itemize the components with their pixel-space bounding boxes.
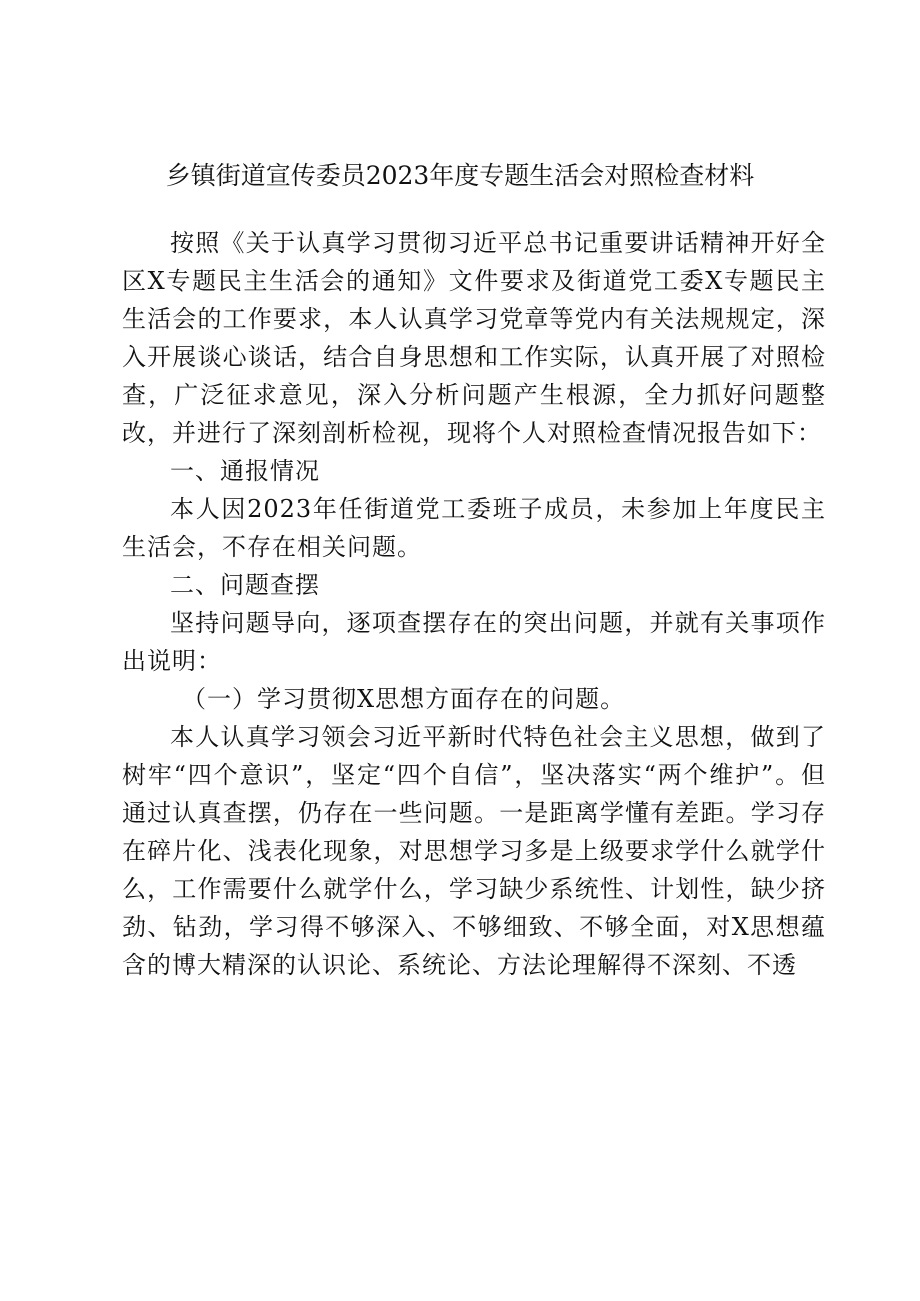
section-heading-problems: 二、问题查摆	[170, 571, 320, 599]
section-report-paragraph: 本人因2023年任街道党工委班子成员，未参加上年度民主生活会，不存在相关问题。	[122, 495, 826, 561]
document-title: 乡镇街道宣传委员2023年度专题生活会对照检查材料	[165, 161, 755, 190]
intro-paragraph: 按照《关于认真学习贯彻习近平总书记重要讲话精神开好全区X专题民主生活会的通知》文件要求及街道党工委X专题民主生活会的工作要求，本人认真学习党章等党内有关法规规定，深入开展谈心谈话，结合自身思想和工作实际，认真开展了对照检查，广泛征求意见，深入分析问题产生根源，全力抓好问题整改，并进行了深刻剖析检视，现将个人对照检查情况报告如下：	[122, 229, 826, 447]
section-heading-report: 一、通报情况	[170, 457, 320, 485]
document-body	[122, 224, 826, 984]
subsection-study-paragraph: 本人认真学习领会习近平新时代特色社会主义思想，做到了树牢“四个意识”，坚定“四个自信”，坚决落实“两个维护”。但通过认真查摆，仍存在一些问题。一是距离学懂有差距。学习存在碎片化、浅表化现象，对思想学习多是上级要求学什么就学什么，工作需要什么就学什么，学习缺少系统性、计划性，缺少挤劲、钻劲，学习得不够深入、不够细致、不够全面，对X思想蕴含的博大精深的认识论、系统论、方法论理解得不深刻、不透	[122, 723, 826, 979]
subsection-heading-study: （一）学习贯彻X思想方面存在的问题。	[182, 685, 626, 713]
section-problems-paragraph: 坚持问题导向，逐项查摆存在的突出问题，并就有关事项作出说明：	[122, 609, 826, 675]
